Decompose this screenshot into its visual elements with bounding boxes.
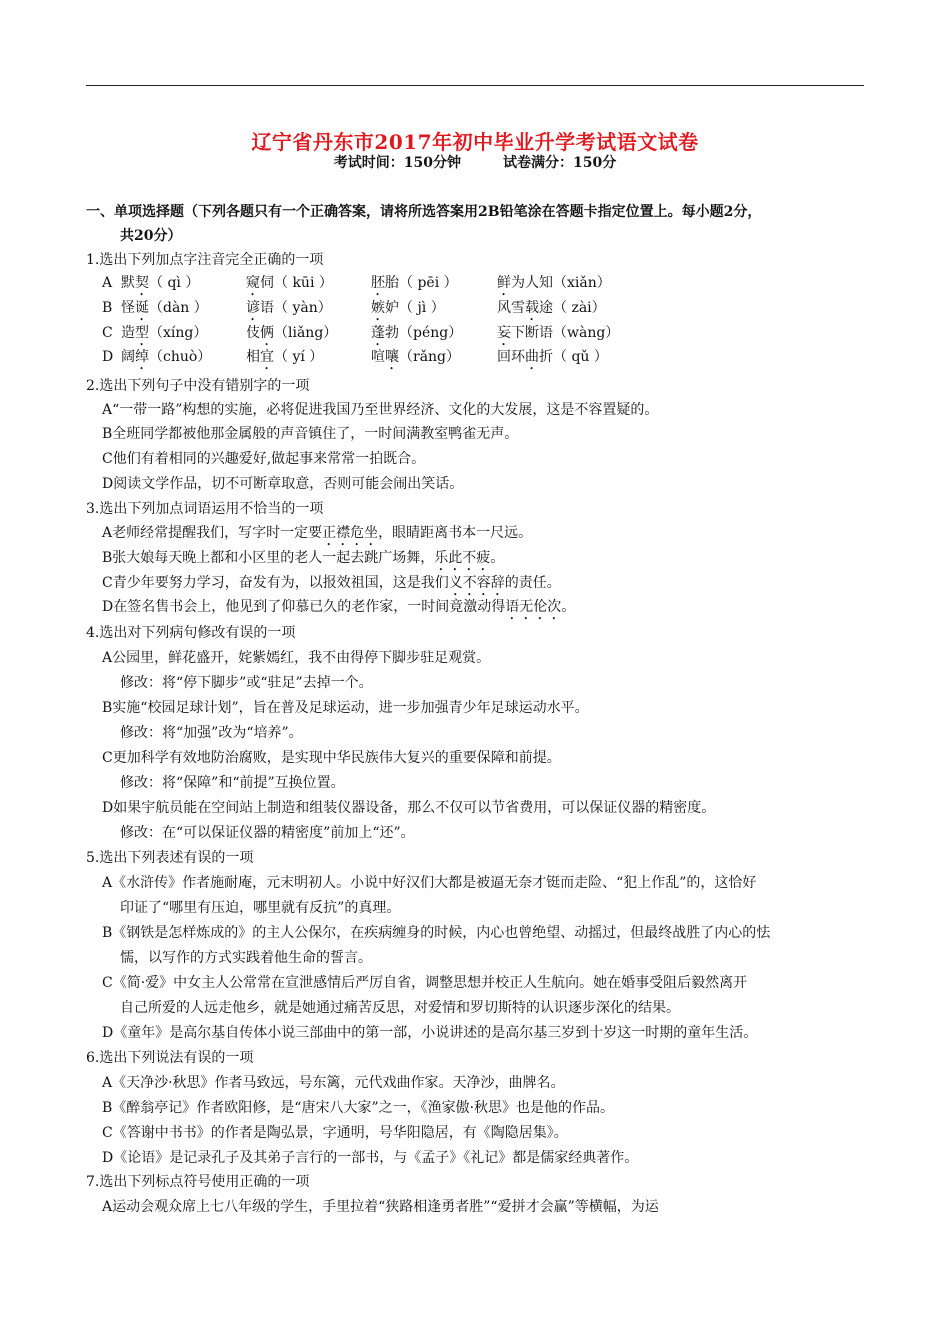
question-3-option-a xyxy=(102,523,532,549)
dotted-character: 宜 xyxy=(260,349,274,365)
pinyin-item xyxy=(121,273,199,299)
option-label: A xyxy=(102,275,113,291)
question-2-option-b: B全班同学都被他那金属般的声音镇住了，一时间满教室鸭雀无声。 xyxy=(102,426,519,442)
dotted-character: 窥 xyxy=(246,275,260,291)
emphasized-phrase: 乐此不疲 xyxy=(434,550,491,566)
pinyin: （rǎng） xyxy=(399,349,461,365)
pinyin-item xyxy=(121,323,207,349)
question-2-option-a: A“一带一路”构想的实施，必将促进我国乃至世界经济、文化的大发展，这是不容置疑的。 xyxy=(102,402,659,418)
word-part: 伎 xyxy=(246,325,260,341)
word-part: 风雪 xyxy=(497,300,525,316)
word-part: 默 xyxy=(121,275,135,291)
pinyin: （xiǎn） xyxy=(553,275,611,291)
question-5-option-b-cont: 懦，以写作的方式实践着他生命的誓言。 xyxy=(120,950,372,966)
text-segment: 。 xyxy=(490,550,505,566)
question-3-stem: 3.选出下列加点词语运用不恰当的一项 xyxy=(86,501,324,517)
word-part: 相 xyxy=(246,349,260,365)
question-4-option-c: C更加科学有效地防治腐败，是实现中华民族伟大复兴的重要保障和前提。 xyxy=(102,750,561,766)
question-4-fix-c: 修改：将“保障”和“前提”互换位置。 xyxy=(120,775,345,791)
option-label: B xyxy=(102,300,113,316)
pinyin: （ yí ） xyxy=(274,349,324,365)
question-5-stem: 5.选出下列表述有误的一项 xyxy=(86,850,254,866)
question-6-stem: 6.选出下列说法有误的一项 xyxy=(86,1050,254,1066)
pinyin-item xyxy=(246,323,337,349)
section-heading-cont: 共20分） xyxy=(120,228,182,244)
pinyin: （liǎng） xyxy=(274,325,338,341)
question-2-stem: 2.选出下列句子中没有错别字的一项 xyxy=(86,378,310,394)
word-part: 造 xyxy=(121,325,135,341)
question-6-option-b: B《醉翁亭记》作者欧阳修，是“唐宋八大家”之一，《渔家傲·秋思》也是他的作品。 xyxy=(102,1100,615,1116)
text-segment: D在签名售书会上，他见到了仰慕已久的老作家，一时间竟激动得 xyxy=(102,599,506,615)
emphasized-phrase: 正襟危坐 xyxy=(322,525,379,541)
pinyin: （chuò） xyxy=(149,349,212,365)
dotted-character: 嚷 xyxy=(385,349,399,365)
word-part: 胎 xyxy=(385,275,399,291)
word-part: 怪 xyxy=(121,300,135,316)
word-part: 妒 xyxy=(385,300,399,316)
word-part: 折 xyxy=(539,349,553,365)
text-segment: 的责任。 xyxy=(504,575,561,591)
pinyin-item xyxy=(497,273,611,299)
pinyin: （ qǔ ） xyxy=(553,349,608,365)
dotted-character: 嫉 xyxy=(371,300,385,316)
pinyin: （ kūi ） xyxy=(274,275,333,291)
pinyin-item xyxy=(246,347,323,373)
word-part: 途 xyxy=(539,300,553,316)
text-segment: ，眼睛距离书本一尺远。 xyxy=(378,525,533,541)
pinyin-item xyxy=(246,273,333,299)
dotted-character: 诞 xyxy=(135,300,149,316)
pinyin: （ jì ） xyxy=(399,300,445,316)
question-4-stem: 4.选出对下列病句修改有误的一项 xyxy=(86,625,296,641)
question-1-stem: 1.选出下列加点字注音完全正确的一项 xyxy=(86,252,324,268)
option-label: C xyxy=(102,325,113,341)
pinyin: （xíng） xyxy=(149,325,208,341)
word-part: 伺 xyxy=(260,275,274,291)
pinyin: （ qì ） xyxy=(149,275,200,291)
dotted-character: 谚 xyxy=(246,300,260,316)
dotted-character: 契 xyxy=(135,275,149,291)
question-5-option-a: A《水浒传》作者施耐庵，元末明初人。小说中好汉们大都是被逼无奈才铤而走险、“犯上作乱”的，这恰好 xyxy=(102,875,757,891)
question-7-stem: 7.选出下列标点符号使用正确的一项 xyxy=(86,1174,310,1190)
pinyin-item xyxy=(121,347,211,373)
pinyin-item xyxy=(497,323,619,349)
section-heading: 一、单项选择题（下列各题只有一个正确答案，请将所选答案用2B铅笔涂在答题卡指定位置上。每小题2分， xyxy=(86,204,762,220)
exam-time: 考试时间：150分钟 xyxy=(333,155,461,171)
text-segment: 。 xyxy=(561,599,576,615)
dotted-character: 俩 xyxy=(260,325,274,341)
question-6-option-c: C《答谢中书书》的作者是陶弘景，字通明，号华阳隐居，有《陶隐居集》。 xyxy=(102,1125,568,1141)
question-4-fix-a: 修改：将“停下脚步”或“驻足”去掉一个。 xyxy=(120,675,373,691)
question-4-option-a: A公园里，鲜花盛开，姹紫嫣红，我不由得停下脚步驻足观赏。 xyxy=(102,650,491,666)
dotted-character: 鲜 xyxy=(497,275,511,291)
question-6-option-a: A《天净沙·秋思》作者马致远，号东篱，元代戏曲作家。天净沙，曲牌名。 xyxy=(102,1075,565,1091)
word-part: 语 xyxy=(260,300,274,316)
pinyin-item xyxy=(497,347,608,373)
question-2-option-c: C他们有着相同的兴趣爱好,做起事来常常一拍既合。 xyxy=(102,451,426,467)
question-3-option-b xyxy=(102,548,504,574)
exam-score: 试卷满分：150分 xyxy=(503,155,617,171)
question-3-option-c xyxy=(102,573,561,599)
text-segment: B张大娘每天晚上都和小区里的老人一起去跳广场舞， xyxy=(102,550,435,566)
pinyin-item xyxy=(371,298,445,324)
question-4-fix-d: 修改：在“可以保证仪器的精密度”前加上“还”。 xyxy=(120,825,415,841)
exam-title: 辽宁省丹东市2017年初中毕业升学考试语文试卷 xyxy=(251,130,699,154)
dotted-character: 曲 xyxy=(525,349,539,365)
dotted-character: 妄 xyxy=(497,325,511,341)
text-segment: C青少年要努力学习，奋发有为，以报效祖国，这是我们 xyxy=(102,575,449,591)
pinyin: （ yàn） xyxy=(274,300,332,316)
text-segment: A老师经常提醒我们，写字时一定要 xyxy=(102,525,323,541)
pinyin: （ zài） xyxy=(553,300,606,316)
word-part: 阔 xyxy=(121,349,135,365)
dotted-character: 绰 xyxy=(135,349,149,365)
question-5-option-d: D《童年》是高尔基自传体小说三部曲中的第一部，小说讲述的是高尔基三岁到十岁这一时期的童年生活。 xyxy=(102,1025,758,1041)
pinyin: （ pēi ） xyxy=(399,275,458,291)
question-2-option-d: D阅读文学作品，切不可断章取意，否则可能会闹出笑话。 xyxy=(102,476,464,492)
question-5-option-c: C《简·爱》中女主人公常常在宣泄感情后严厉自省，调整思想并校正人生航向。她在婚事受阻后毅然离开 xyxy=(102,975,748,991)
pinyin-item xyxy=(371,273,458,299)
question-7-option-a: A运动会观众席上七八年级的学生，手里拉着“狭路相逢勇者胜”“爱拼才会赢”等横幅，为运 xyxy=(102,1199,659,1215)
dotted-character: 蓬 xyxy=(371,325,385,341)
pinyin-item xyxy=(246,298,332,324)
pinyin-item xyxy=(371,323,462,349)
question-3-option-d xyxy=(102,597,575,623)
pinyin-item xyxy=(371,347,460,373)
pinyin-item xyxy=(121,298,208,324)
pinyin: （wàng） xyxy=(553,325,620,341)
header-rule xyxy=(86,85,864,86)
pinyin: （dàn ） xyxy=(149,300,208,316)
word-part: 喧 xyxy=(371,349,385,365)
word-part: 回环 xyxy=(497,349,525,365)
word-part: 下断语 xyxy=(511,325,553,341)
question-5-option-b: B《钢铁是怎样炼成的》的主人公保尔，在疾病缠身的时候，内心也曾绝望、动摇过，但最终战胜了内心的怯 xyxy=(102,925,771,941)
emphasized-phrase: 语无伦次 xyxy=(505,599,562,615)
question-4-fix-b: 修改：将“加强”改为“培养”。 xyxy=(120,725,303,741)
pinyin-item xyxy=(497,298,606,324)
dotted-character: 胚 xyxy=(371,275,385,291)
dotted-character: 载 xyxy=(525,300,539,316)
question-6-option-d: D《论语》是记录孔子及其弟子言行的一部书，与《孟子》《礼记》都是儒家经典著作。 xyxy=(102,1150,639,1166)
exam-subtitle xyxy=(0,152,950,172)
option-label: D xyxy=(102,349,114,365)
pinyin: （péng） xyxy=(399,325,463,341)
emphasized-phrase: 义不容辞 xyxy=(448,575,505,591)
question-5-option-c-cont: 自己所爱的人远走他乡，就是她通过痛苦反思，对爱情和罗切斯特的认识逐步深化的结果。 xyxy=(120,1000,680,1016)
word-part: 为人知 xyxy=(511,275,553,291)
dotted-character: 型 xyxy=(135,325,149,341)
word-part: 勃 xyxy=(385,325,399,341)
question-4-option-b: B实施“校园足球计划”，旨在普及足球运动，进一步加强青少年足球运动水平。 xyxy=(102,700,589,716)
question-5-option-a-cont: 印证了“哪里有压迫，哪里就有反抗”的真理。 xyxy=(120,900,401,916)
question-4-option-d: D如果宇航员能在空间站上制造和组装仪器设备，那么不仅可以节省费用，可以保证仪器的精密度。 xyxy=(102,800,716,816)
